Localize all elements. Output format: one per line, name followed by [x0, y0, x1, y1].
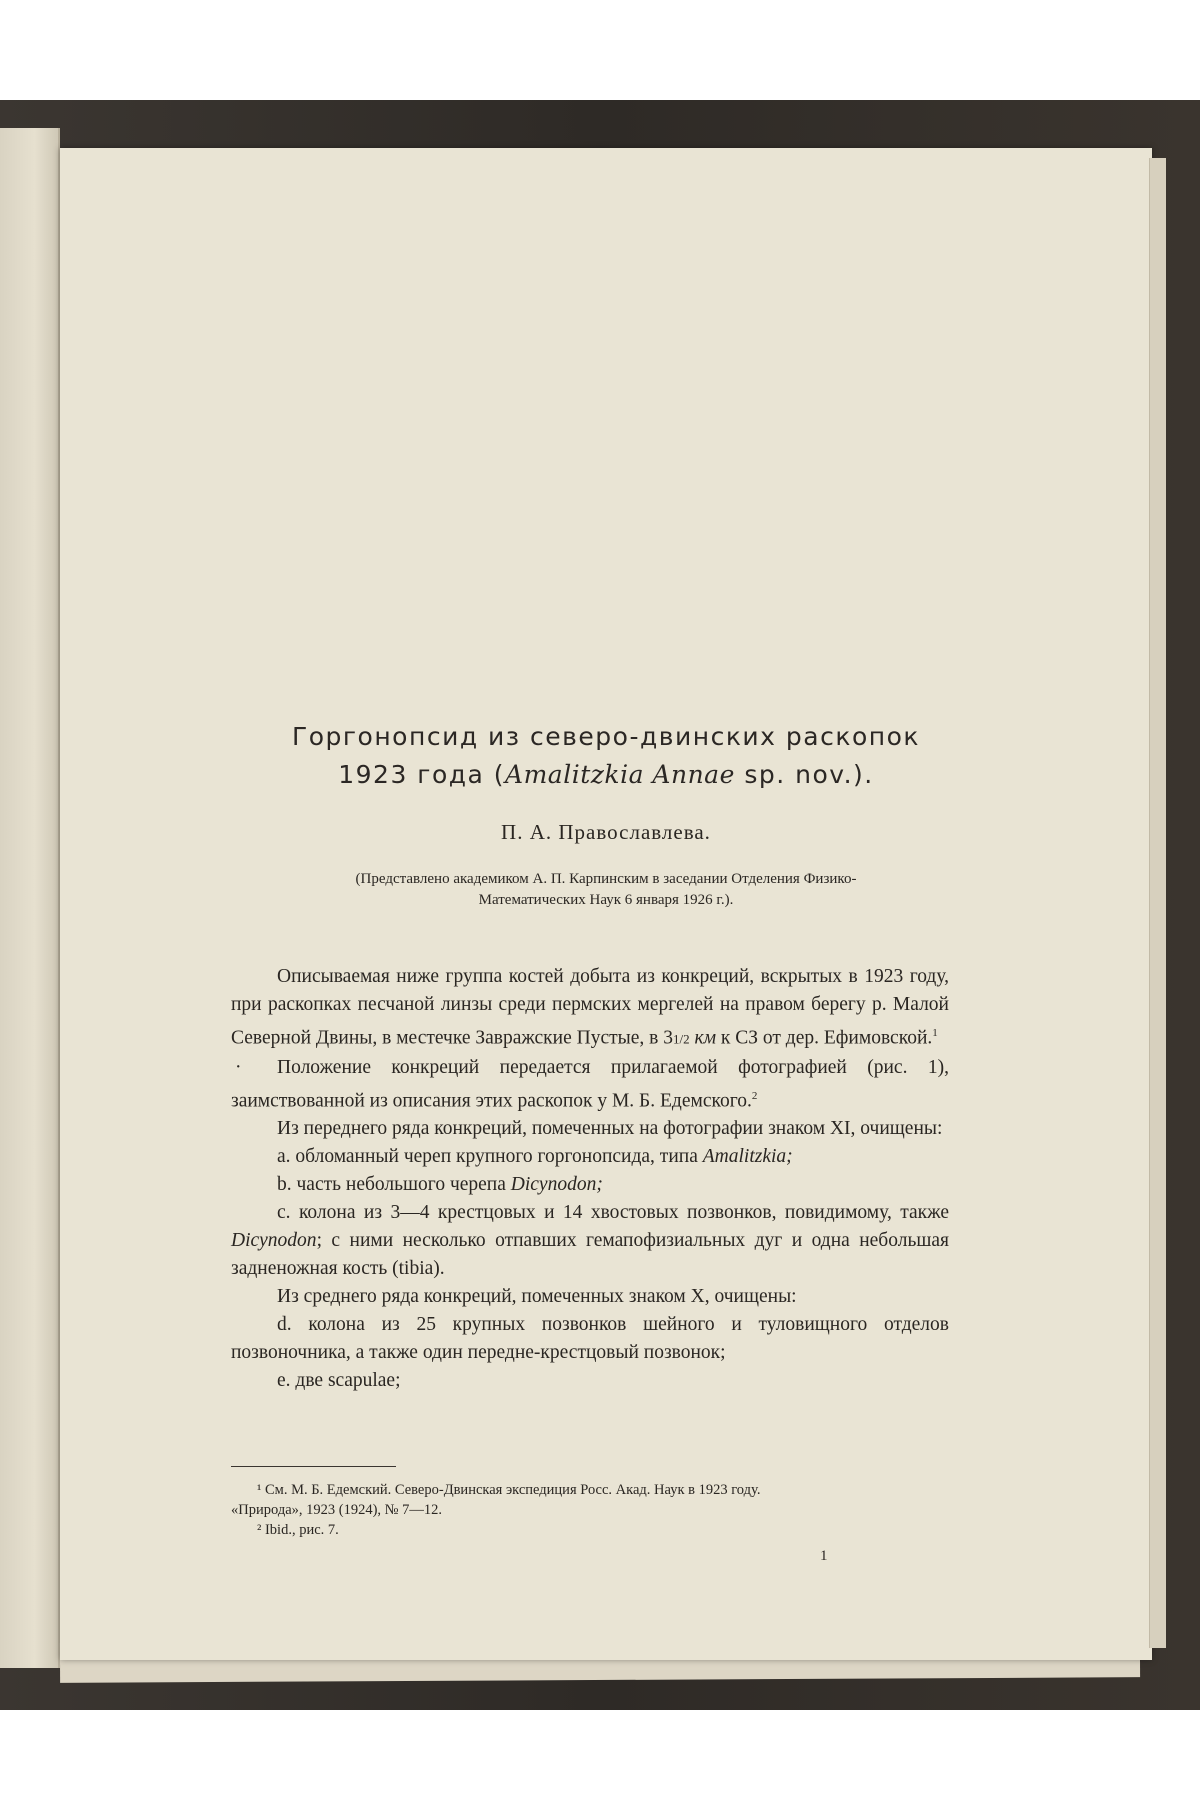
- item-a-italic: Amalitzkia;: [702, 1146, 793, 1167]
- document-page: [60, 148, 1152, 1660]
- list-item-c: [231, 1199, 949, 1283]
- body-text: [231, 963, 949, 1395]
- footnote-1-line-1: ¹ См. М. Б. Едемский. Северо-Двинская экспедиция Росс. Акад. Наук в 1923 году.: [257, 1482, 761, 1498]
- paragraph-4: Из среднего ряда конкреций, помеченных знаком X, очищены:: [277, 1286, 797, 1307]
- item-c-text-2: ; с ними несколько отпавших гемапофизиальных дуг и одна небольшая задненожная кость (tibia).: [231, 1230, 949, 1279]
- item-a-text: a. обломанный череп крупного горгонопсида, типа: [277, 1146, 703, 1167]
- list-item-a: [231, 1143, 949, 1171]
- title-block: [60, 718, 1152, 911]
- p1-fraction: 1/2: [672, 1031, 690, 1047]
- presented-line-1: (Представлено академиком А. П. Карпинским в заседании Отделения Физико-: [355, 871, 857, 887]
- list-item-e: e. две scapulae;: [277, 1370, 401, 1391]
- paragraph-1: [231, 963, 949, 1054]
- species-name: Amalitzkia Annae: [505, 760, 735, 789]
- footnote-2: ² Ibid., рис. 7.: [257, 1522, 339, 1538]
- footnote-divider: [231, 1466, 396, 1467]
- presented-note: [60, 869, 1152, 911]
- item-c-text-1: c. колона из 3—4 крестцовых и 14 хвостовых позвонков, повидимому, также: [277, 1202, 949, 1223]
- item-c-italic: Dicynodon: [231, 1230, 317, 1251]
- title-line-2-post: sp. nov.).: [734, 760, 874, 789]
- footnote-ref-2: 2: [751, 1089, 758, 1102]
- paragraph-2: [231, 1054, 949, 1116]
- presented-line-2: Математических Наук 6 января 1926 г.).: [478, 892, 734, 908]
- left-page-edge: [0, 128, 60, 1668]
- paragraph-3: Из переднего ряда конкреций, помеченных на фотографии знаком XI, очищены:: [277, 1118, 943, 1139]
- p2-text: Положение конкреций передается прилагаемой фотографией (рис. 1), заимствованной из описания этих раскопок у М. Б. Едемского.: [231, 1056, 949, 1111]
- page-number: 1: [820, 1548, 828, 1564]
- footnote-ref-1: 1: [932, 1027, 938, 1039]
- title-line-1: Горгонопсид из северо-двинских раскопок: [292, 722, 920, 751]
- margin-dot: ·: [235, 1056, 242, 1078]
- item-b-text: b. часть небольшого черепа: [277, 1174, 511, 1195]
- list-item-d: d. колона из 25 крупных позвонков шейного и туловищного отделов позвоночника, а также один передне-крестцовый позвонок;: [231, 1314, 949, 1363]
- title-line-2-pre: 1923 года (: [338, 760, 506, 789]
- p1-unit: км: [694, 1027, 717, 1049]
- p1-end: к СЗ от дер. Ефимовской.: [716, 1027, 933, 1049]
- list-item-b: [231, 1171, 949, 1199]
- p1-text: Описываемая ниже группа костей добыта из конкреций, вскрытых в 1923 году, при раскопках песчаной линзы среди пермских мергелей на правом берегу р. Малой Северной Двины, в местечке Завражские Пустые, в 3: [231, 966, 949, 1049]
- footnote-1-line-2: «Природа», 1923 (1924), № 7—12.: [231, 1502, 442, 1518]
- photo-background: [0, 100, 1200, 1710]
- title-line-2: [60, 756, 1152, 794]
- item-b-italic: Dicynodon;: [510, 1174, 603, 1195]
- author: П. А. Православлева.: [501, 820, 711, 844]
- footnotes: [231, 1480, 949, 1540]
